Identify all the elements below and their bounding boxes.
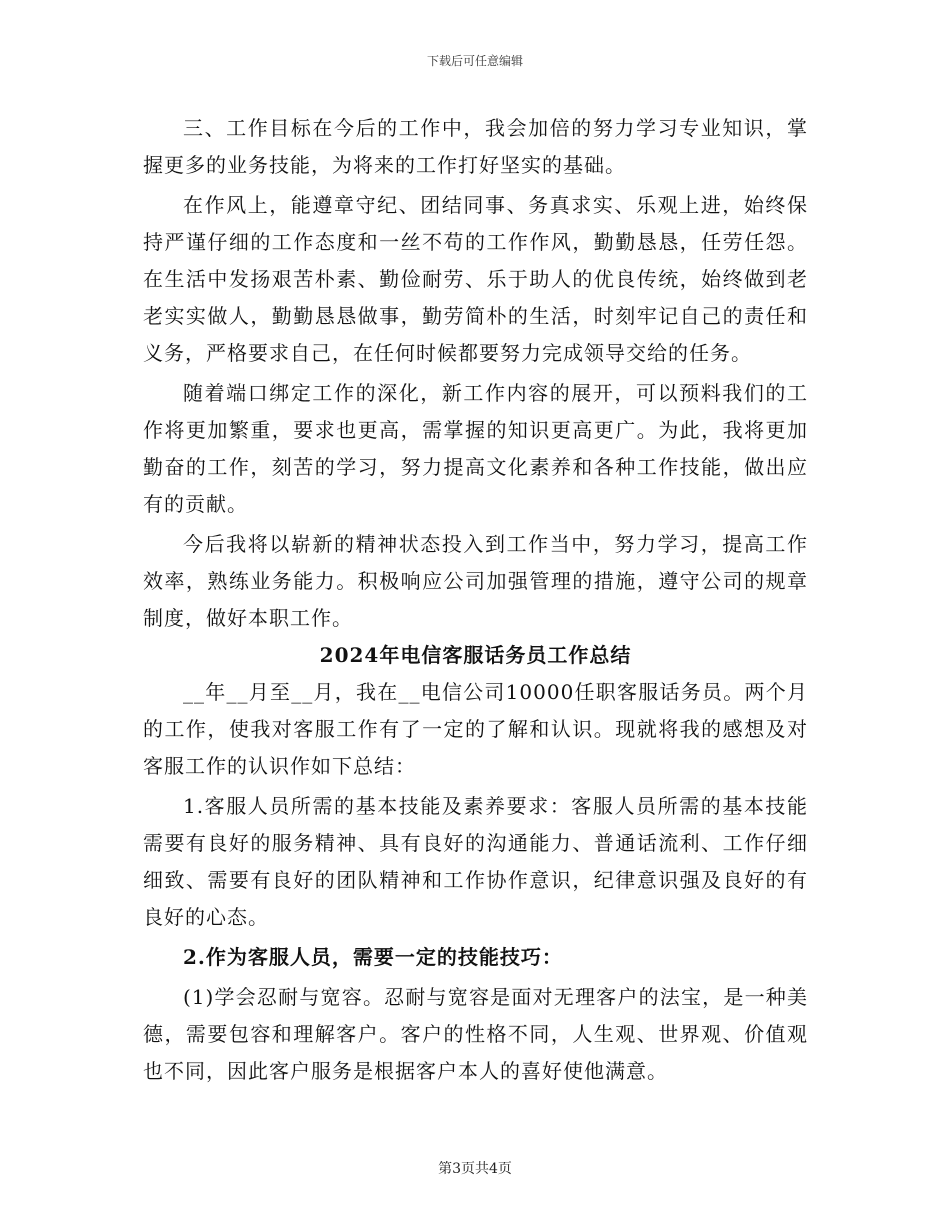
- section-title: 2024年电信客服话务员工作总结: [319, 643, 632, 667]
- page-footer: 第3页共4页: [438, 1161, 512, 1177]
- paragraph-skills: 1.客服人员所需的基本技能及素养要求：客服人员所需的基本技能需要有良好的服务精神、具有良好的沟通能力、普通话流利、工作仔细细致、需要有良好的团队精神和工作协作意识，纪律意识强及良好的有良好的心态。: [143, 794, 808, 929]
- paragraph-port-binding: 随着端口绑定工作的深化，新工作内容的展开，可以预料我们的工作将更加繁重，要求也更高，需掌握的知识更高更广。为此，我将更加勤奋的工作，刻苦的学习，努力提高文化素养和各种工作技能，做出应有的贡献。: [143, 381, 808, 516]
- paragraph-goals: 三、工作目标在今后的工作中，我会加倍的努力学习专业知识，掌握更多的业务技能，为将来的工作打好坚实的基础。: [143, 116, 808, 177]
- paragraph-future: 今后我将以崭新的精神状态投入到工作当中，努力学习，提高工作效率，熟练业务能力。积极响应公司加强管理的措施，遵守公司的规章制度，做好本职工作。: [143, 532, 808, 630]
- paragraph-patience: (1)学会忍耐与宽容。忍耐与宽容是面对无理客户的法宝，是一种美德，需要包容和理解客户。客户的性格不同，人生观、世界观、价值观也不同，因此客户服务是根据客户本人的喜好使他满意。: [143, 985, 808, 1083]
- document-body: [143, 110, 808, 1090]
- bold-heading: 2.作为客服人员，需要一定的技能技巧：: [183, 945, 563, 969]
- paragraph-intro: __年__月至__月，我在__电信公司10000任职客服话务员。两个月的工作，使我对客服工作有了一定的了解和认识。现就将我的感想及对客服工作的认识作如下总结：: [143, 680, 808, 778]
- paragraph-work-style: 在作风上，能遵章守纪、团结同事、务真求实、乐观上进，始终保持严谨仔细的工作态度和一丝不苟的工作作风，勤勤恳恳，任劳任怨。在生活中发扬艰苦朴素、勤俭耐劳、乐于助人的优良传统，始终做到老老实实做人，勤勤恳恳做事，勤劳简朴的生活，时刻牢记自己的责任和义务，严格要求自己，在任何时候都要努力完成领导交给的任务。: [143, 193, 808, 365]
- page-header: 下载后可任意编辑: [426, 54, 523, 68]
